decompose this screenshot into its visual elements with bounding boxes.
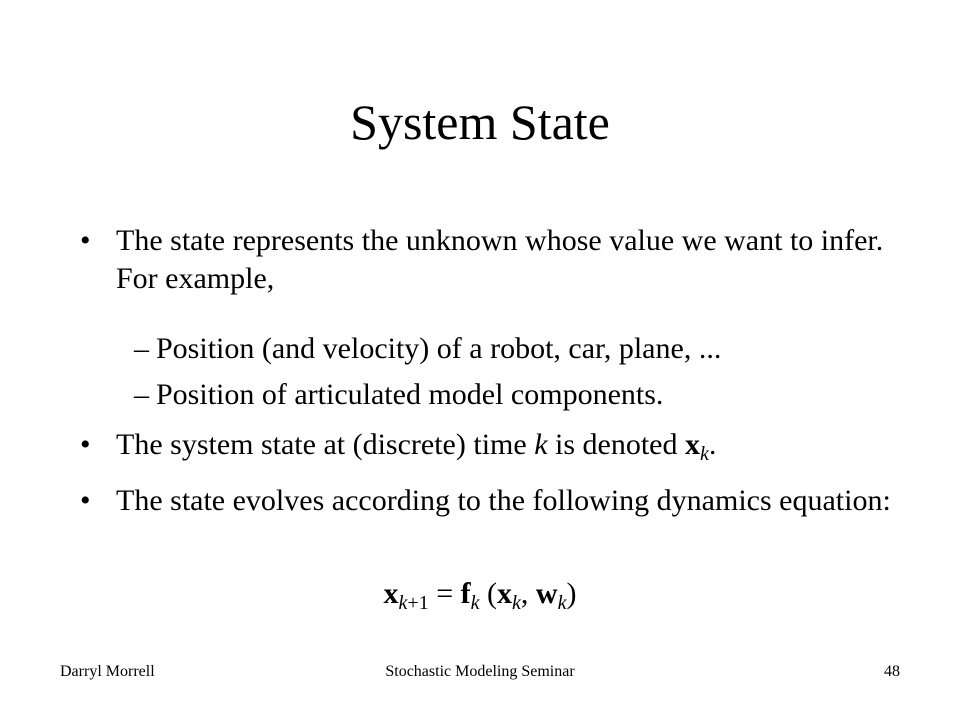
subbullet-position-velocity [134, 330, 916, 368]
eq-f: f [460, 577, 471, 610]
eq-equals: = [428, 577, 461, 610]
bullet-text-end: . [708, 428, 717, 461]
bullet-system-state-notation [80, 426, 896, 465]
bullet-marker: • [80, 224, 91, 257]
bullet-text: The state evolves according to the following dynamics equation: [116, 484, 891, 517]
bullet-text: The state represents the unknown whose value we want to infer. For example, [116, 224, 884, 295]
eq-w: w [535, 577, 558, 610]
bullet-marker: • [80, 484, 91, 517]
time-variable: k [534, 428, 548, 461]
eq-x-subscript: k [398, 592, 408, 614]
subbullet-marker: – [134, 332, 149, 365]
footer-author: Darryl Morrell [60, 663, 155, 680]
bullet-dynamics-equation [80, 482, 896, 520]
subbullet-articulated-model [134, 376, 916, 414]
state-symbol: x [685, 428, 700, 461]
eq-comma: , [520, 577, 536, 610]
bullet-text: The system state at (discrete) time [116, 428, 535, 461]
dynamics-equation [0, 575, 960, 613]
subbullet-text: Position (and velocity) of a robot, car, plane, ... [156, 332, 722, 365]
slide-title: System State [350, 94, 610, 150]
eq-x: x [383, 577, 399, 610]
eq-close-paren: ) [566, 577, 577, 610]
footer-course: Stochastic Modeling Seminar [385, 663, 575, 680]
bullet-marker: • [80, 428, 91, 461]
eq-x-arg-subscript: k [512, 592, 521, 614]
state-subscript: k [700, 443, 709, 465]
bullet-state-definition [80, 222, 896, 298]
bullet-text-mid: is denoted [547, 428, 685, 461]
subbullet-marker: – [134, 378, 149, 411]
eq-x-arg: x [497, 577, 513, 610]
eq-x-subscript-plus-one: +1 [407, 592, 429, 614]
eq-open-paren: ( [479, 577, 498, 610]
footer-page-number: 48 [884, 663, 900, 680]
subbullet-text: Position of articulated model components. [156, 378, 664, 411]
eq-f-subscript: k [470, 592, 480, 614]
eq-w-subscript: k [557, 592, 567, 614]
